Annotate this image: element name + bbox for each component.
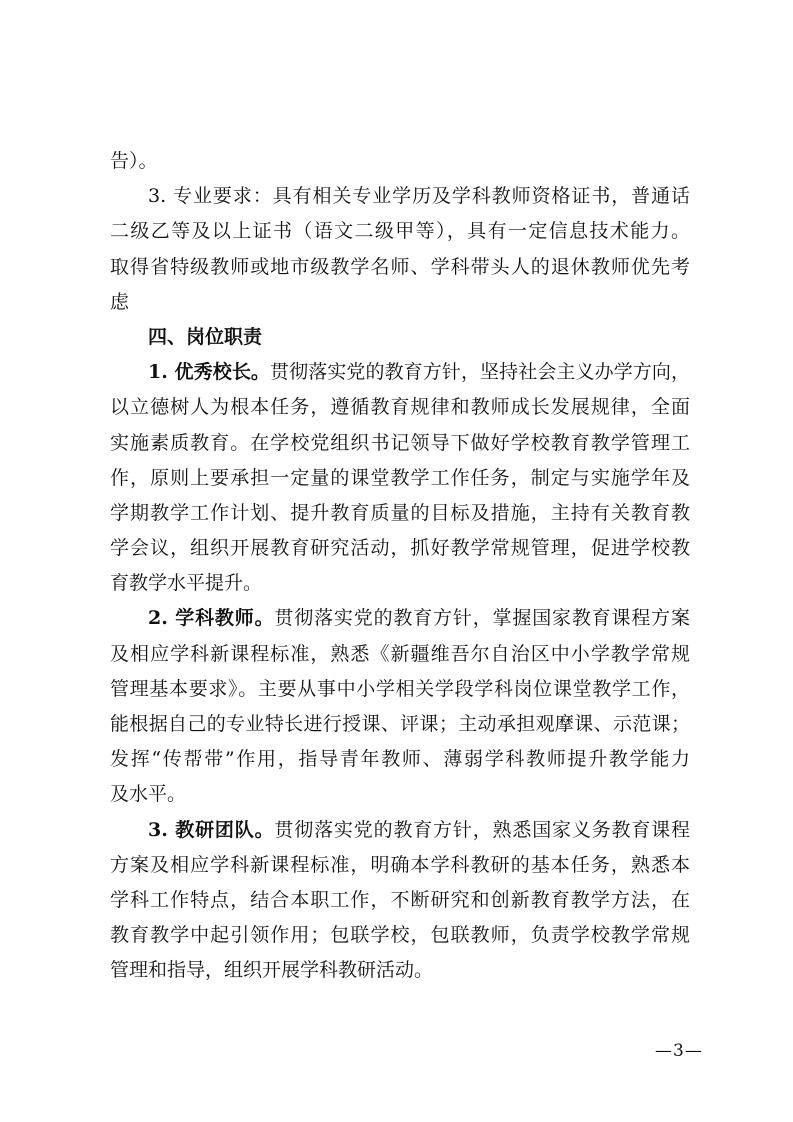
item-text: 贯彻落实党的教育方针，掌握国家教育课程方案 (274, 607, 690, 630)
paragraph-line (110, 601, 690, 635)
item-title: 3. 教研团队。 (148, 818, 275, 841)
paragraph-line: 以立德树人为根本任务，遵循教育规律和教师成长发展规律，全面 (110, 396, 690, 419)
paragraph-line: 学期教学工作计划、提升教育质量的目标及措施，主持有关教育教 (110, 501, 690, 524)
paragraph-line: 方案及相应学科新课程标准，明确本学科教研的基本任务，熟悉本 (110, 853, 690, 876)
paragraph-line: 取得省特级教师或地市级教学名师、学科带头人的退休教师优先考 (110, 255, 690, 278)
paragraph-line (110, 813, 690, 847)
item-title: 2. 学科教师。 (148, 607, 275, 630)
paragraph-line: 学科工作特点，结合本职工作，不断研究和创新教育教学方法，在 (110, 888, 690, 911)
page-number: —3— (655, 1041, 703, 1061)
paragraph-line: 二级乙等及以上证书（语文二级甲等），具有一定信息技术能力。 (110, 220, 690, 243)
item-text: 贯彻落实党的教育方针，熟悉国家义务教育课程 (274, 818, 690, 841)
document-body (110, 144, 690, 989)
paragraph-line: 作，原则上要承担一定量的课堂教学工作任务，制定与实施学年及 (110, 466, 690, 489)
paragraph-line: 学会议，组织开展教育研究活动，抓好教学常规管理，促进学校教 (110, 537, 690, 560)
paragraph-line: 教育教学中起引领作用；包联学校，包联教师，负责学校教学常规 (110, 924, 690, 947)
paragraph-line: 3. 专业要求：具有相关专业学历及学科教师资格证书，普通话 (148, 185, 690, 208)
paragraph-line: 及水平。 (110, 783, 187, 806)
paragraph-line: 管理基本要求》。主要从事中小学相关学段学科岗位课堂教学工作， (110, 677, 690, 700)
paragraph-line: 实施素质教育。在学校党组织书记领导下做好学校教育教学管理工 (110, 431, 690, 454)
item-text: 贯彻落实党的教育方针，坚持社会主义办学方向， (270, 361, 690, 384)
paragraph-line: 虑 (110, 290, 130, 313)
paragraph-line: 育教学水平提升。 (110, 572, 263, 595)
paragraph-line (110, 355, 690, 389)
paragraph-line: 及相应学科新课程标准，熟悉《新疆维吾尔自治区中小学教学常规 (110, 642, 690, 665)
section-heading: 四、岗位职责 (148, 325, 263, 348)
paragraph-line: 管理和指导，组织开展学科教研活动。 (110, 959, 434, 982)
paragraph-line: 发挥“传帮带”作用，指导青年教师、薄弱学科教师提升教学能力 (110, 748, 690, 771)
item-title: 1. 优秀校长。 (148, 361, 271, 384)
paragraph-line: 告）。 (110, 150, 158, 172)
paragraph-line: 能根据自己的专业特长进行授课、评课；主动承担观摩课、示范课； (110, 713, 690, 735)
